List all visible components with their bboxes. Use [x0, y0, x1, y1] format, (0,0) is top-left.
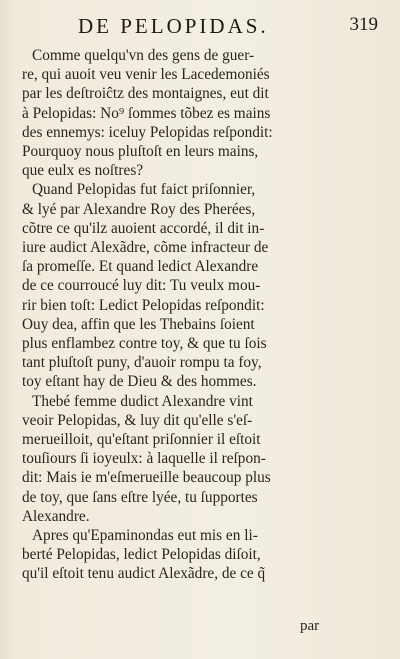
- text-line: Pourquoy nous pluſtoſt en leurs mains,: [22, 143, 259, 161]
- text-line: des ennemys: iceluy Pelopidas reſpondit:: [22, 123, 273, 141]
- text-line: toy eſtant hay de Dieu & des hommes.: [22, 373, 257, 391]
- text-line: & lyé par Alexandre Roy des Pherées,: [22, 200, 256, 218]
- text-line: de ce courroucé luy dit: Tu veulx mou-: [22, 277, 261, 295]
- text-line: par les deſtroiĉtz des montaignes, eut dit: [22, 85, 269, 103]
- paragraph: [22, 46, 328, 180]
- text-line: veoir Pelopidas, & luy dit qu'elle s'eſ-: [22, 411, 253, 429]
- text-line: Apres qu'Epaminondas eut mis en li-: [32, 527, 258, 545]
- text-line: berté Pelopidas, ledict Pelopidas diſoit,: [22, 546, 261, 564]
- text-line: Quand Pelopidas fut faict priſonnier,: [32, 181, 256, 199]
- text-line: Alexandre.: [22, 507, 90, 525]
- paragraph: [22, 526, 328, 584]
- text-line: Thebé femme dudict Alexandre vint: [32, 392, 253, 410]
- text-line: re, qui auoit veu venir les Lacedemoniés: [22, 66, 270, 84]
- text-line: Ouy dea, affin que les Thebains ſoient: [22, 315, 255, 333]
- paragraph: [22, 392, 328, 526]
- page-number: 319: [349, 14, 378, 35]
- text-line: Comme quelqu'vn des gens de guer-: [32, 47, 255, 64]
- running-head: DE PELOPIDAS.: [78, 14, 269, 38]
- text-line: touſiours ſi ioyeulx: à laquelle il reſpon-: [22, 450, 266, 468]
- text-line: qu'il eſtoit tenu audict Alexãdre, de ce q̃: [22, 565, 266, 583]
- text-line: merueilloit, qu'eſtant priſonnier il eſtoit: [22, 431, 261, 449]
- text-line: à Pelopidas: No⁹ ſommes tõbez es mains: [22, 104, 271, 122]
- text-line: que eulx es noſtres?: [22, 162, 144, 180]
- text-line: tant pluſtoſt puny, d'auoir rompu ta foy,: [22, 354, 262, 372]
- body-text: [22, 46, 328, 584]
- page-header: [78, 14, 378, 42]
- text-line: ſa promeſſe. Et quand ledict Alexandre: [22, 258, 259, 276]
- text-line: dit: Mais ie m'eſmerueille beaucoup plus: [22, 469, 271, 487]
- paragraph: [22, 180, 328, 391]
- text-line: rir bien toſt: Ledict Pelopidas reſpondit:: [22, 296, 265, 314]
- catchword: par: [300, 618, 320, 634]
- text-line: de toy, que ſans eſtre lyée, tu ſupportes: [22, 488, 258, 506]
- text-line: plus enflambez contre toy, & que tu ſois: [22, 335, 267, 353]
- text-line: cõtre ce qu'ilz auoient accordé, il dit in-: [22, 219, 265, 237]
- text-line: iure audict Alexãdre, cõme infracteur de: [22, 239, 269, 257]
